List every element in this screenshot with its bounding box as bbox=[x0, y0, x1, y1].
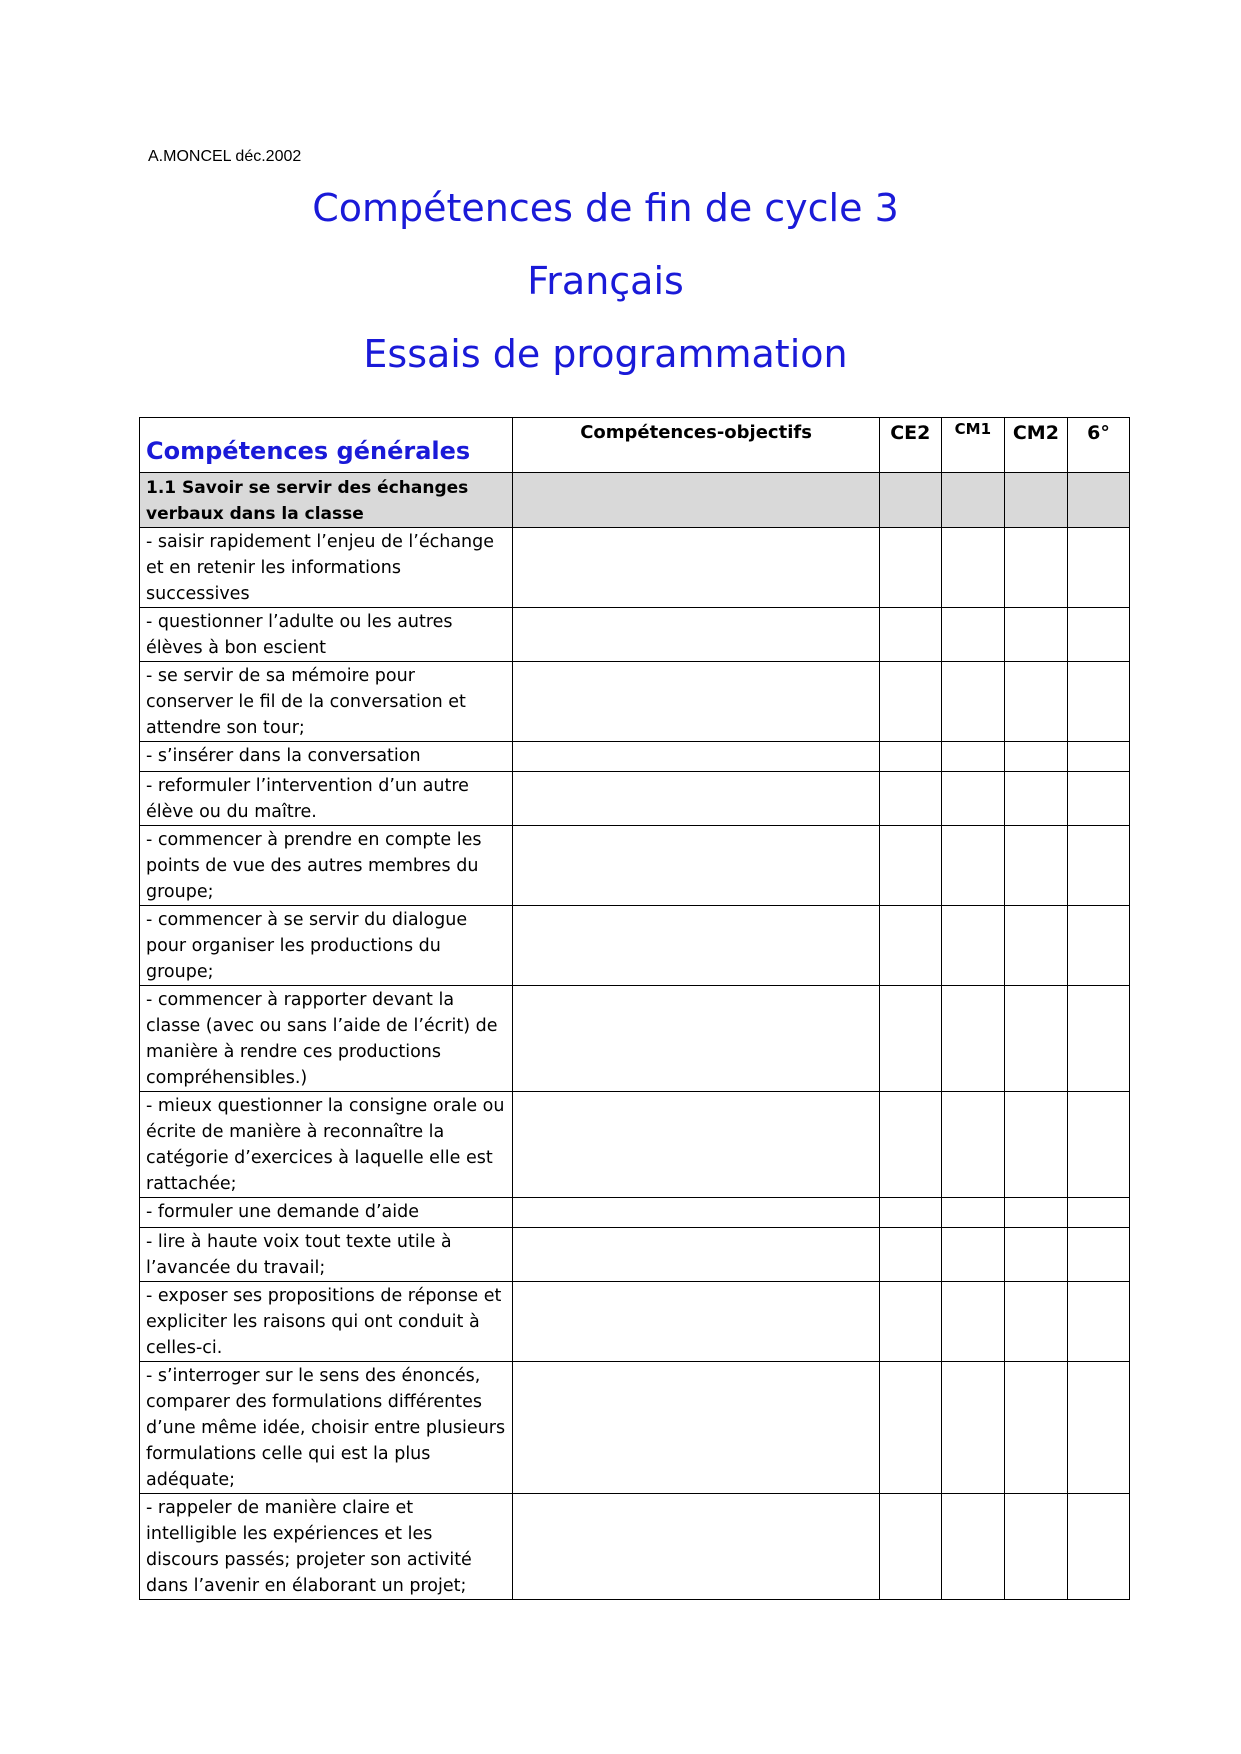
row-text: - s’interroger sur le sens des énoncés, comparer des formulations différentes d’une même idée, choisir entre plusieurs formulations celle qui est la plus adéquate; bbox=[140, 1362, 513, 1494]
header-competences-generales: Compétences générales bbox=[140, 418, 513, 473]
row-text: - lire à haute voix tout texte utile à l’avancée du travail; bbox=[140, 1228, 513, 1282]
table-row bbox=[140, 906, 1130, 986]
row-text: - reformuler l’intervention d’un autre élève ou du maître. bbox=[140, 772, 513, 826]
table-row bbox=[140, 1198, 1130, 1228]
row-text: - se servir de sa mémoire pour conserver le fil de la conversation et attendre son tour; bbox=[140, 662, 513, 742]
section-row bbox=[140, 473, 1130, 528]
table-row bbox=[140, 826, 1130, 906]
subtitle: Essais de programmation bbox=[363, 332, 848, 376]
section-label: 1.1 Savoir se servir des échanges verbaux dans la classe bbox=[140, 473, 513, 528]
table-row bbox=[140, 1282, 1130, 1362]
author-date: A.MONCEL déc.2002 bbox=[148, 148, 302, 165]
table-row bbox=[140, 742, 1130, 772]
row-text: - s’insérer dans la conversation bbox=[140, 742, 513, 772]
table-row bbox=[140, 986, 1130, 1092]
row-text: - commencer à se servir du dialogue pour organiser les productions du groupe; bbox=[140, 906, 513, 986]
competences-table bbox=[139, 417, 1130, 1600]
row-text: - saisir rapidement l’enjeu de l’échange et en retenir les informations successives bbox=[140, 528, 513, 608]
table-row bbox=[140, 662, 1130, 742]
table-row bbox=[140, 1362, 1130, 1494]
table-row bbox=[140, 608, 1130, 662]
row-text: - questionner l’adulte ou les autres élèves à bon escient bbox=[140, 608, 513, 662]
table-row bbox=[140, 1092, 1130, 1198]
table-row bbox=[140, 1228, 1130, 1282]
table-header-row bbox=[140, 418, 1130, 473]
table-row bbox=[140, 1494, 1130, 1600]
header-ce2: CE2 bbox=[879, 418, 941, 473]
row-text: - mieux questionner la consigne orale ou écrite de manière à reconnaître la catégorie d’exercices à laquelle elle est rattachée; bbox=[140, 1092, 513, 1198]
row-text: - commencer à prendre en compte les points de vue des autres membres du groupe; bbox=[140, 826, 513, 906]
row-text: - commencer à rapporter devant la classe (avec ou sans l’aide de l’écrit) de manière à rendre ces productions compréhensibles.) bbox=[140, 986, 513, 1092]
header-cm1: CM1 bbox=[941, 418, 1004, 473]
table-row bbox=[140, 528, 1130, 608]
main-title: Compétences de fin de cycle 3 bbox=[312, 186, 899, 230]
row-text: - rappeler de manière claire et intelligible les expériences et les discours passés; projeter son activité dans l’avenir en élaborant un projet; bbox=[140, 1494, 513, 1600]
row-text: - exposer ses propositions de réponse et expliciter les raisons qui ont conduit à celles-ci. bbox=[140, 1282, 513, 1362]
table-row bbox=[140, 772, 1130, 826]
header-cm2: CM2 bbox=[1004, 418, 1067, 473]
header-competences-objectifs: Compétences-objectifs bbox=[513, 418, 879, 473]
subject-title: Français bbox=[527, 259, 684, 303]
row-text: - formuler une demande d’aide bbox=[140, 1198, 513, 1228]
header-sixieme: 6° bbox=[1067, 418, 1129, 473]
